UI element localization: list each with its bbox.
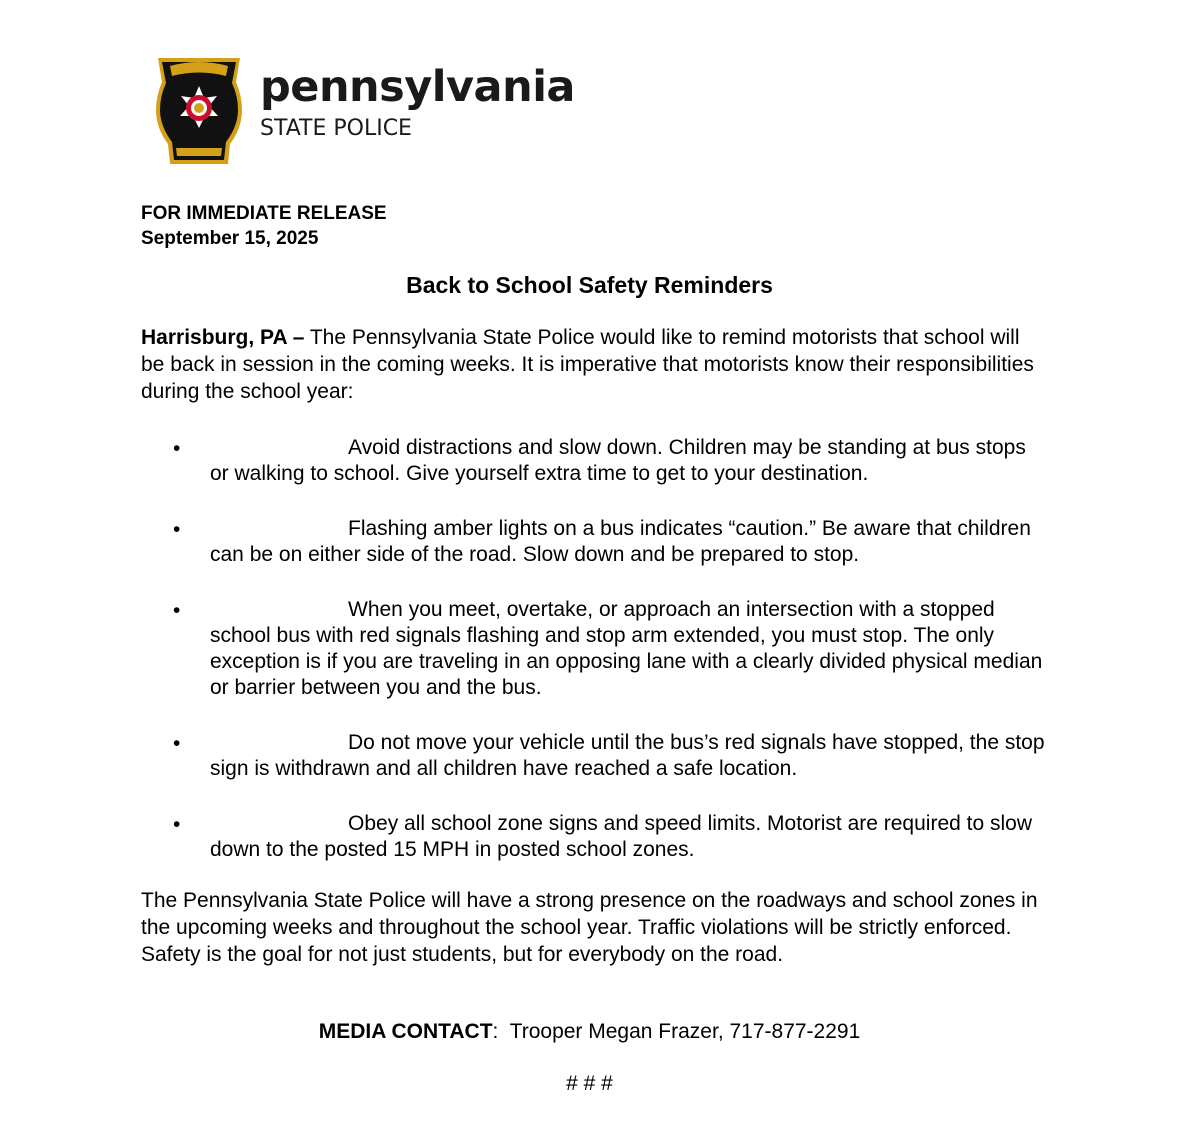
list-item-text: When you meet, overtake, or approach an intersection with a stopped school bus with red signals flashing and stop arm extended, you must stop. The only exception is if you are traveling in an opposing lane with a clearly divided physical median or barrier between you and the bus. bbox=[210, 598, 1043, 699]
closing-paragraph: The Pennsylvania State Police will have a strong presence on the roadways and school zones in the upcoming weeks and throughout the school year. Traffic violations will be strictly enforced. Safety is the goal for not just students, but for everybody on the road. bbox=[141, 889, 1038, 966]
keystone-badge-icon bbox=[150, 52, 248, 168]
bullet-icon: • bbox=[173, 813, 181, 836]
brand-name: pennsylvania bbox=[260, 62, 575, 112]
release-header bbox=[141, 201, 387, 251]
intro-text: The Pennsylvania State Police would like to remind motorists that school will be back in session in the coming weeks. It is imperative that motorists know their responsibilities during the school year: bbox=[141, 326, 1034, 403]
end-mark: # # # bbox=[566, 1072, 613, 1095]
bullet-icon: • bbox=[173, 437, 181, 460]
dateline: Harrisburg, PA – bbox=[141, 326, 305, 349]
list-item-text: Obey all school zone signs and speed limits. Motorist are required to slow down to the posted 15 MPH in posted school zones. bbox=[210, 812, 1032, 861]
intro-paragraph bbox=[141, 324, 1041, 405]
bullet-icon: • bbox=[173, 518, 181, 541]
bullet-icon: • bbox=[173, 599, 181, 622]
list-item-text: Do not move your vehicle until the bus’s red signals have stopped, the stop sign is withdrawn and all children have reached a safe location. bbox=[210, 731, 1045, 780]
media-contact: MEDIA CONTACT: Trooper Megan Frazer, 717-877-2291 bbox=[318, 1020, 861, 1043]
brand-subtitle: STATE POLICE bbox=[260, 116, 412, 141]
release-label: FOR IMMEDIATE RELEASE bbox=[141, 203, 387, 224]
release-date: September 15, 2025 bbox=[141, 228, 319, 249]
document-title: Back to School Safety Reminders bbox=[406, 272, 773, 298]
bullet-icon: • bbox=[173, 732, 181, 755]
wordmark bbox=[260, 62, 575, 141]
list-item-text: Flashing amber lights on a bus indicates “caution.” Be aware that children can be on either side of the road. Slow down and be prepared to stop. bbox=[210, 517, 1031, 566]
media-contact-label: MEDIA CONTACT bbox=[318, 1020, 493, 1043]
list-item-text: Avoid distractions and slow down. Children may be standing at bus stops or walking to school. Give yourself extra time to get to your destination. bbox=[210, 436, 1026, 485]
media-contact-value: Trooper Megan Frazer, 717-877-2291 bbox=[509, 1020, 861, 1043]
psp-logo bbox=[150, 52, 580, 170]
